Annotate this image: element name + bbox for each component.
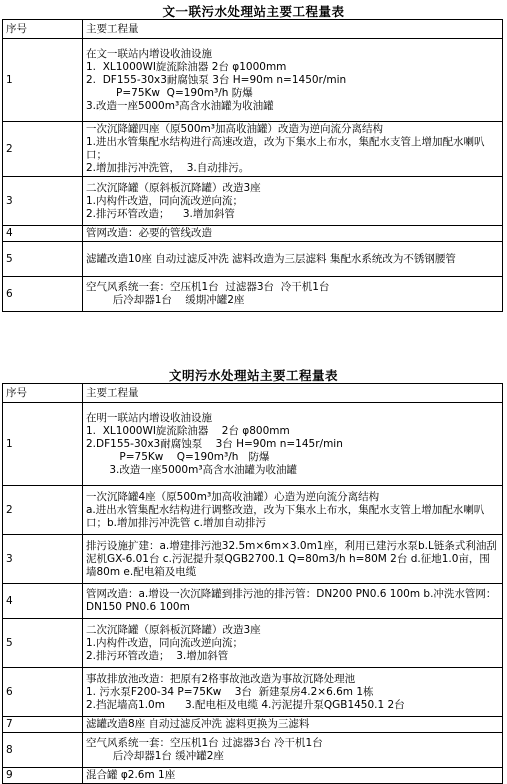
header-no: 序号 xyxy=(3,384,83,403)
table-row xyxy=(3,668,503,717)
content-line: 后冷却器1台 缓冲罐2座 xyxy=(86,750,224,762)
row-number: 6 xyxy=(3,277,83,312)
row-number: 5 xyxy=(3,242,83,277)
content-line: 滤罐改造8座 自动过滤反冲洗 滤料更换为三滤料 xyxy=(86,718,310,730)
content-line: 2.挡泥墙高1.0m 3.配电柜及电缆 4.污泥提升泵QGB1450.1 2台 xyxy=(86,698,405,711)
row-content xyxy=(83,226,503,242)
row-content xyxy=(83,619,503,668)
table-header-row xyxy=(3,384,503,403)
row-number: 2 xyxy=(3,486,83,535)
table-row xyxy=(3,403,503,486)
content-line: a.进出水管集配水结构进行调整改造，改为下集水上布水，集配水支管上增加配水喇叭口；b.增加排污冲洗管 c.增加自动排污 xyxy=(86,503,485,529)
row-content xyxy=(83,717,503,733)
content-line: 滤罐改造10座 自动过滤反冲洗 滤料改造为三层滤料 集配水系统改为不锈钢腰管 xyxy=(86,252,456,265)
table-header-row xyxy=(3,20,503,39)
content-line: 3.改造一座5000m³高含水油罐为收油罐 xyxy=(86,463,298,476)
content-line: 一次沉降罐四座（原500m³加高收油罐）改造为逆向流分离结构 xyxy=(86,123,383,135)
content-line: 1. XL1000WI旋流除油器 2台 φ1000mm xyxy=(86,60,287,73)
table2-title: 文明污水处理站主要工程量表 xyxy=(168,368,338,383)
table-row xyxy=(3,733,503,768)
table-row xyxy=(3,122,503,177)
row-content xyxy=(83,486,503,535)
content-line: 空气风系统一套：空压机1台 过滤器3台 冷干机1台 xyxy=(86,281,330,293)
row-content xyxy=(83,403,503,486)
row-content xyxy=(83,242,503,277)
content-line: 3.改造一座5000m³高含水油罐为收油罐 xyxy=(86,99,274,112)
content-line: 2.增加排污冲洗管， 3.自动排污。 xyxy=(86,162,250,174)
header-content: 主要工程量 xyxy=(83,384,503,403)
row-content xyxy=(83,733,503,768)
table-row xyxy=(3,535,503,584)
row-number: 8 xyxy=(3,733,83,768)
table-row xyxy=(3,39,503,122)
content-line: 事故排放池改造：把原有2格事故池改造为事故沉降处理池 xyxy=(86,672,356,685)
row-number: 2 xyxy=(3,122,83,177)
content-line: 1. XL1000WI旋流除油器 2台 φ800mm xyxy=(86,424,290,437)
header-no: 序号 xyxy=(3,20,83,39)
content-line: 在明一联站内增设收油设施 xyxy=(86,411,212,424)
row-content xyxy=(83,584,503,619)
row-number: 9 xyxy=(3,768,83,784)
table1 xyxy=(2,19,503,312)
row-number: 1 xyxy=(3,39,83,122)
table-row xyxy=(3,768,503,784)
row-number: 3 xyxy=(3,535,83,584)
content-line: 二次沉降罐（原斜板沉降罐）改造3座 xyxy=(86,181,261,194)
table-row xyxy=(3,486,503,535)
row-content xyxy=(83,277,503,312)
row-number: 1 xyxy=(3,403,83,486)
table-row xyxy=(3,277,503,312)
content-line: 1. 污水泵F200-34 P=75Kw 3台 新建泵房4.2×6.6m 1栋 xyxy=(86,685,374,698)
content-line: 2.排污环管改造； 3.增加斜管 xyxy=(86,649,229,662)
content-line: 2.排污环管改造； 3.增加斜管 xyxy=(86,207,235,220)
row-number: 5 xyxy=(3,619,83,668)
row-content xyxy=(83,122,503,177)
content-line: 在文一联站内增设收油设施 xyxy=(86,47,212,60)
row-content xyxy=(83,668,503,717)
table-row xyxy=(3,226,503,242)
content-line: 2. DF155-30x3耐腐蚀泵 3台 H=90m n=1450r/min xyxy=(86,73,347,86)
row-number: 6 xyxy=(3,668,83,717)
row-content xyxy=(83,768,503,784)
row-number: 3 xyxy=(3,177,83,226)
table1-title: 文一联污水处理站主要工程量表 xyxy=(162,4,345,19)
content-line: 混合罐 φ2.6m 1座 xyxy=(86,769,176,781)
row-content xyxy=(83,39,503,122)
content-line: 管网改造：a.增设一次沉降罐到排污池的排污管：DN200 PN0.6 100m b.冲洗水管网： DN150 PN0.6 100m xyxy=(86,588,504,613)
content-line: 排污设施扩建：a.增建排污池32.5m×6m×3.0m1座，利用已建污水泵b.L链条式利油刮泥机GX-6.01台 c.污泥提升泵QGB2700.1 Q=80m3/h h=80M 2台 d.征地1.0亩，围墙80m e.配电箱及电缆 xyxy=(86,539,497,578)
content-line: 1.内构件改造，同向流改逆向流； xyxy=(86,194,244,207)
content-line: 2.DF155-30x3耐腐蚀泵 3台 H=90m n=145r/min xyxy=(86,437,343,450)
content-line: 管网改造：必要的管线改造 xyxy=(86,227,212,239)
table2 xyxy=(2,383,503,784)
table-row xyxy=(3,619,503,668)
content-line: P=75Kw Q=190m³/h 防爆 xyxy=(86,450,270,463)
content-line: P=75Kw Q=190m³/h 防爆 xyxy=(86,86,253,99)
table-row xyxy=(3,242,503,277)
row-number: 4 xyxy=(3,226,83,242)
row-number: 7 xyxy=(3,717,83,733)
header-content: 主要工程量 xyxy=(83,20,503,39)
content-line: 1.内构件改造，同向流改逆向流； xyxy=(86,636,244,649)
content-line: 1.进出水管集配水结构进行高速改造，改为下集水上布水，集配水支管上增加配水喇叭口； xyxy=(86,136,485,161)
content-line: 空气风系统一套：空压机1台 过滤器3台 冷干机1台 xyxy=(86,737,323,749)
content-line: 一次沉降罐4座（原500m³加高收油罐）心造为逆向流分离结构 xyxy=(86,490,380,503)
row-content xyxy=(83,177,503,226)
row-content xyxy=(83,535,503,584)
content-line: 后冷却器1台 缓期冲罐2座 xyxy=(86,294,245,306)
table-row xyxy=(3,584,503,619)
content-line: 二次沉降罐（原斜板沉降罐）改造3座 xyxy=(86,623,261,636)
row-number: 4 xyxy=(3,584,83,619)
table-row xyxy=(3,177,503,226)
table-row xyxy=(3,717,503,733)
